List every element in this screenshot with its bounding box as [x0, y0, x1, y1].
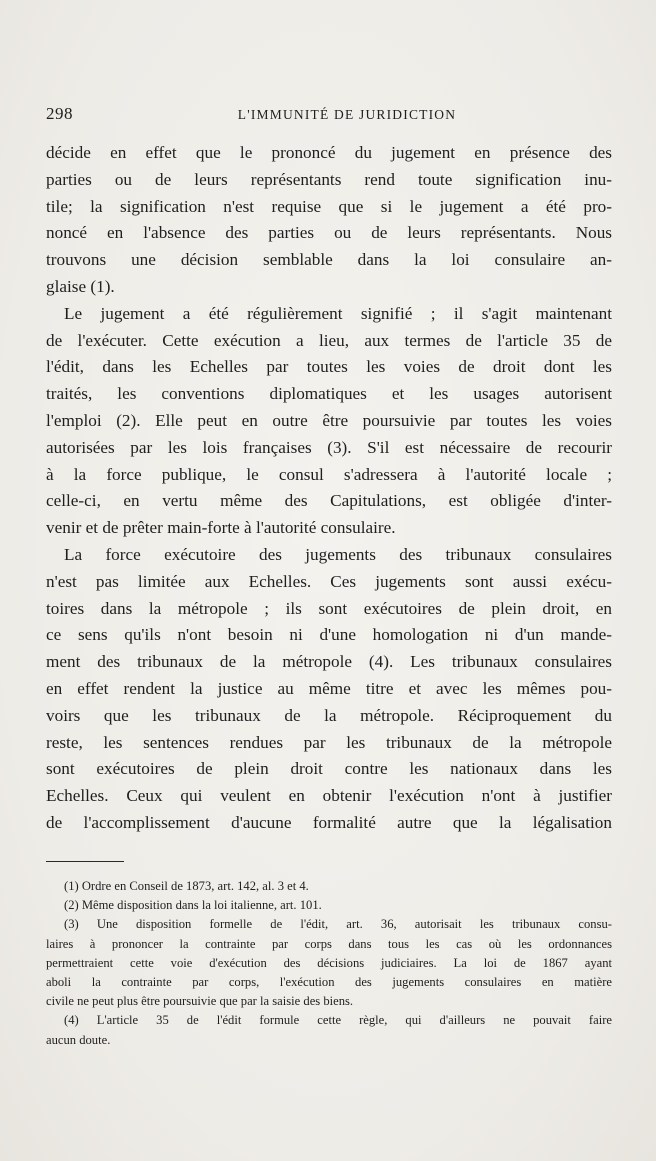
paragraph-start: La force exécutoire des jugements des tribunaux consulaires — [64, 544, 612, 564]
body-line: Echelles. Ceux qui veulent en obtenir l'exécution n'ont à justifier — [46, 786, 612, 806]
footnotes — [46, 877, 612, 1050]
footnote: (2) Même disposition dans la loi italienne, art. 101. — [64, 898, 322, 913]
footnote: (4) L'article 35 de l'édit formule cette règle, qui d'ailleurs ne pouvait faire — [64, 1013, 612, 1028]
page-number: 298 — [46, 104, 73, 123]
body-line: glaise (1). — [46, 276, 115, 296]
footnote-line: aboli la contrainte par corps, l'exécution des jugements consulaires en matière — [46, 974, 612, 989]
body-line: de l'accomplissement d'aucune formalité autre que la légalisation — [46, 812, 612, 832]
body-line: de l'exécuter. Cette exécution a lieu, aux termes de l'article 35 de — [46, 330, 612, 350]
footnote-line: permettraient cette voie d'exécution des décisions judiciaires. La loi de 1867 ayant — [46, 955, 612, 970]
body-line: ce sens qu'ils n'ont besoin ni d'une homologation ni d'un mande- — [46, 625, 612, 645]
footnote: (3) Une disposition formelle de l'édit, art. 36, autorisait les tribunaux consu- — [64, 917, 612, 932]
body-line: traités, les conventions diplomatiques et les usages autorisent — [46, 384, 612, 404]
body-line: celle-ci, en vertu même des Capitulations, est obligée d'inter- — [46, 491, 612, 511]
body-line: l'édit, dans les Echelles par toutes les voies de droit dont les — [46, 357, 612, 377]
footnote: (1) Ordre en Conseil de 1873, art. 142, al. 3 et 4. — [64, 879, 309, 893]
body-line: l'emploi (2). Elle peut en outre être poursuivie par toutes les voies — [46, 410, 612, 430]
running-head: L'IMMUNITÉ DE JURIDICTION — [237, 107, 457, 122]
footnote-divider — [46, 861, 124, 862]
footnote-line: civile ne peut plus être poursuivie que par la saisie des biens. — [46, 994, 354, 1009]
body-line: tile; la signification n'est requise que si le jugement a été pro- — [46, 196, 612, 216]
body-line: en effet rendent la justice au même titre et avec les mêmes pou- — [46, 678, 612, 698]
body-line: noncé en l'absence des parties ou de leurs représentants. Nous — [46, 223, 612, 243]
footnote-line: laires à prononcer la contrainte par corps dans tous les cas où les ordonnances — [46, 936, 612, 951]
footnote-line: aucun doute. — [46, 1032, 111, 1047]
body-line: autorisées par les lois françaises (3). S'il est nécessaire de recourir — [46, 437, 612, 457]
body-line: décide en effet que le prononcé du jugement en présence des — [46, 143, 612, 162]
body-line: à la force publique, le consul s'adressera à l'autorité locale ; — [46, 464, 612, 484]
body-line: toires dans la métropole ; ils sont exécutoires de plein droit, en — [46, 598, 612, 618]
body-line: n'est pas limitée aux Echelles. Ces jugements sont aussi exécu- — [46, 571, 612, 591]
body-line: trouvons une décision semblable dans la loi consulaire an- — [46, 250, 612, 270]
page-header — [46, 104, 612, 128]
paragraph-start: Le jugement a été régulièrement signifié ; il s'agit maintenant — [64, 303, 612, 323]
body-line: reste, les sentences rendues par les tribunaux de la métropole — [46, 732, 612, 752]
body-line: parties ou de leurs représentants rend toute signification inu- — [46, 169, 612, 189]
body-line: ment des tribunaux de la métropole (4). Les tribunaux consulaires — [46, 652, 612, 672]
body-text — [46, 140, 612, 837]
body-line: voirs que les tribunaux de la métropole. Réciproquement du — [46, 705, 612, 725]
body-line: venir et de prêter main-forte à l'autorité consulaire. — [46, 518, 396, 538]
body-line: sont exécutoires de plein droit contre les nationaux dans les — [46, 759, 612, 779]
